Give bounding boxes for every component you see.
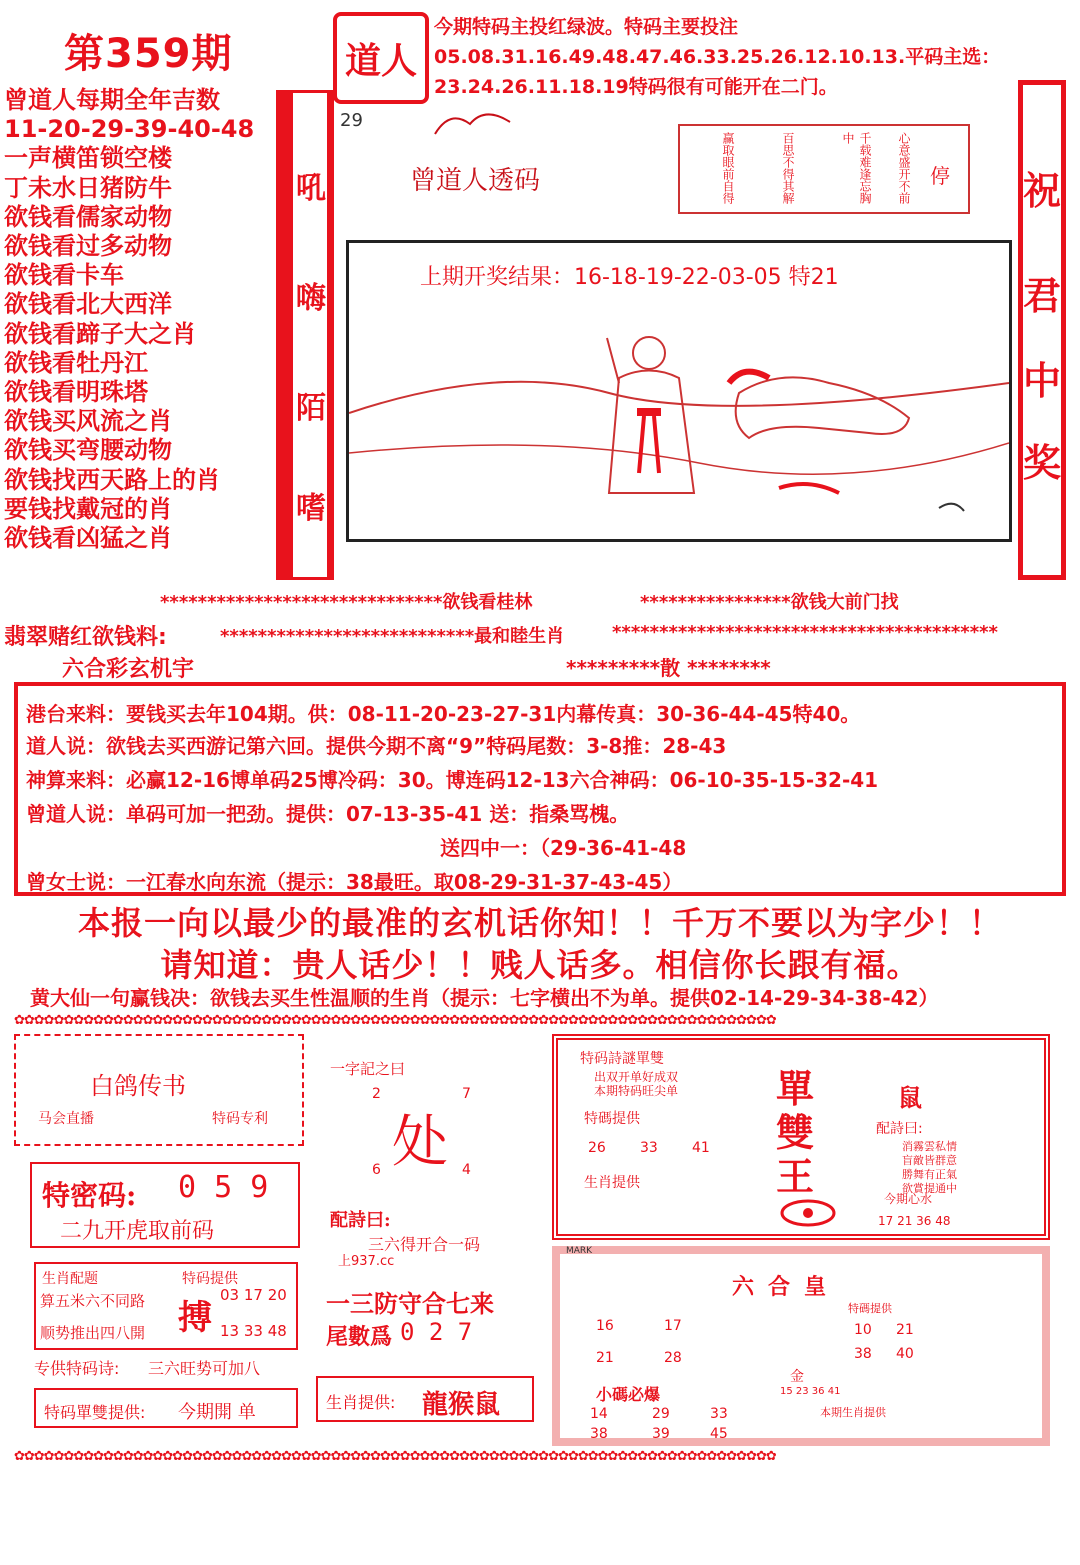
sd-poem-label: 配詩曰: (876, 1121, 923, 1137)
verse-col: 百思不得其解 (781, 132, 795, 204)
poem-label: 专供特码诗: (34, 1359, 120, 1378)
dot-line-2c: ***************************************** (612, 622, 998, 643)
left-pillar-char: 嗨 (296, 281, 326, 316)
tj-nums-2: 13 33 48 (220, 1322, 287, 1340)
hk-line: 港台来料：要钱买去年104期。供：08-11-20-23-27-31内幕传真：30-36-44-45特40。 (26, 702, 861, 726)
lhh-special-label: 特碼提供 (848, 1302, 892, 1315)
verse-box (678, 124, 970, 214)
lhh-special-num: 21 (896, 1322, 914, 1338)
tail-value: 0 2 7 (400, 1318, 473, 1346)
left-riddle-item: 要钱找戴冠的肖 (4, 494, 172, 523)
corner-number: 7 (462, 1086, 471, 1102)
sd-tj-label: 特碼提供 (584, 1111, 640, 1127)
sx-line-2: 顺势推出四八開 (40, 1324, 146, 1342)
mid-sx-panel (316, 1376, 534, 1422)
shensuan-line: 神算来料：必赢12-16博单码25博冷码：30。博连码12-13六合神码：06-10-35-15-32-41 (26, 768, 879, 792)
lhh-title: 六合皇 (732, 1274, 841, 1300)
site-text: 上937.cc (338, 1254, 395, 1269)
left-pillar-body (290, 90, 330, 580)
picture-tag: 29 (340, 110, 363, 131)
star-border-top: ✿✿✿✿✿✿✿✿✿✿✿✿✿✿✿✿✿✿✿✿✿✿✿✿✿✿✿✿✿✿✿✿✿✿✿✿✿✿✿✿✿✿✿✿✿✿✿✿✿✿✿✿✿✿✿✿✿✿✿✿✿✿✿✿✿✿✿✿✿✿✿✿✿✿✿✿✿ (14, 1014, 776, 1028)
left-riddle-item: 欲钱看牡丹江 (4, 348, 148, 377)
left-riddle-list (4, 86, 274, 553)
left-riddle-item: 欲钱看卡车 (4, 261, 124, 290)
slogan-1: 本报一向以最少的最准的玄机话你知！！千万不要以为字少！！ (77, 904, 1002, 942)
lhh-special-num: 40 (896, 1346, 914, 1362)
verse-label: 停 (930, 164, 950, 188)
sd-sx-label: 生肖提供 (584, 1175, 640, 1191)
xiao-num: 38 (590, 1426, 608, 1442)
corner-number: 6 (372, 1162, 381, 1178)
lhh-special-num: 38 (854, 1346, 872, 1362)
lhh-small-num: 16 (596, 1318, 614, 1334)
four-in-one-line: 送四中一：（29-36-41-48 (440, 836, 687, 860)
left-riddle-item: 欲钱看明珠塔 (4, 378, 148, 407)
sx-line-1: 算五米六不同路 (40, 1292, 146, 1310)
mid-sx-label: 生肖提供: (326, 1393, 396, 1412)
left-pillar-char: 陌 (296, 391, 326, 426)
sd-tj-num: 41 (692, 1140, 710, 1156)
zeng-line: 曾道人说：单码可加一把劲。提供：07-13-35-41 送：指桑骂槐。 (26, 802, 630, 826)
ds-text: 今期開 单 (178, 1402, 256, 1423)
sd-tj-num: 26 (588, 1140, 606, 1156)
left-riddle-item: 11-20-29-39-40-48 (4, 115, 255, 144)
sd-xin-label: 今期心水 (884, 1192, 933, 1206)
left-riddle-item: 欲钱买风流之肖 (4, 407, 172, 436)
last-draw-result: 上期开奖结果：16-18-19-22-03-05 特21 (420, 265, 839, 290)
sd-top-line-2: 本期特码旺尖单 (594, 1084, 679, 1098)
pigeon-title: 白鸽传书 (90, 1072, 186, 1100)
seal-text: 道人 (344, 39, 417, 82)
daoren-line: 道人说：欲钱去买西游记第六回。提供今期不离“9”特码尾数：3-8推：28-43 (26, 734, 727, 758)
key-character: 处 (392, 1110, 448, 1175)
big-char-wang: 王 (776, 1154, 815, 1199)
xiao-label: 小碼必爆 (596, 1385, 661, 1404)
left-riddle-item: 欲钱找西天路上的肖 (4, 465, 220, 494)
left-riddle-item: 欲钱看北大西洋 (4, 290, 172, 319)
star-border-bottom: ✿✿✿✿✿✿✿✿✿✿✿✿✿✿✿✿✿✿✿✿✿✿✿✿✿✿✿✿✿✿✿✿✿✿✿✿✿✿✿✿✿✿✿✿✿✿✿✿✿✿✿✿✿✿✿✿✿✿✿✿✿✿✿✿✿✿✿✿✿✿✿✿✿✿✿✿✿ (14, 1450, 776, 1464)
tj-char: 搏 (178, 1298, 212, 1338)
left-riddle-item: 欲钱看儒家动物 (4, 202, 172, 231)
xiao-num: 45 (710, 1426, 728, 1442)
verse-col: 心意盛开不前 (897, 132, 911, 204)
mark-text: MARK (566, 1246, 593, 1256)
poem-text: 三六旺势可加八 (148, 1359, 261, 1378)
xiao-num: 29 (652, 1406, 670, 1422)
lhh-small-num: 17 (664, 1318, 682, 1334)
one-word-header: 一字記之曰 (330, 1060, 406, 1078)
single-double-panel (552, 1034, 1050, 1240)
tmm-label: 特密码: (42, 1179, 137, 1212)
tmm-hint: 二九开虎取前码 (60, 1219, 215, 1244)
dot-line-2a: 翡翠赌红欲钱料: (4, 625, 167, 650)
lhh-special-num: 10 (854, 1322, 872, 1338)
left-riddle-item: 欲钱看过多动物 (4, 232, 172, 261)
tj-title: 特码提供 (182, 1271, 238, 1287)
xiao-num: 33 (710, 1406, 728, 1422)
cloud-decoration (430, 104, 520, 144)
sx-tj-panel (34, 1262, 298, 1350)
sx-title: 生肖配题 (42, 1271, 98, 1287)
ds-panel (34, 1388, 298, 1428)
lhh-small-num: 28 (664, 1350, 682, 1366)
tj-nums-1: 03 17 20 (220, 1286, 287, 1304)
lhh-jin: 金 (790, 1369, 804, 1385)
sd-poem-line: 欲賞提通中 (902, 1182, 957, 1195)
issue-number: 第359期 (64, 31, 233, 77)
sd-poem-line: 盲敵皆群意 (902, 1154, 957, 1167)
corner-number: 2 (372, 1086, 381, 1102)
corner-number: 4 (462, 1162, 471, 1178)
pigeon-side: 马会直播 (38, 1111, 94, 1127)
foot-nums: 15 23 36 41 (780, 1386, 841, 1397)
left-riddle-item: 欲钱看蹄子大之肖 (4, 319, 196, 348)
sd-top-line-1: 出双开单好成双 (594, 1070, 679, 1084)
madam-zeng-line: 曾女士说：一江春水向东流（提示：38最旺。取08-29-31-37-43-45） (26, 870, 683, 894)
pigeon-panel (14, 1034, 304, 1146)
daoren-seal-logo (333, 12, 429, 104)
right-pillar-char: 中 (1022, 358, 1061, 403)
right-pillar-char: 祝 (1022, 168, 1061, 213)
mid-sx-value: 龍猴鼠 (422, 1390, 501, 1420)
tmm-panel (30, 1162, 300, 1248)
left-pillar-char: 吼 (296, 171, 326, 206)
dot-line-3a: 六合彩玄机宇 (62, 657, 195, 682)
tmm-value: 0 5 9 (178, 1170, 269, 1205)
foot-label: 本期生肖提供 (820, 1406, 886, 1419)
left-riddle-item: 一声横笛锁空楼 (4, 144, 172, 173)
pigeon-note: 特码专利 (212, 1111, 268, 1127)
left-pillar-char: 嗜 (296, 491, 326, 526)
right-pillar-char: 君 (1022, 273, 1061, 318)
left-riddle-item: 欲钱看凶猛之肖 (4, 524, 172, 553)
mid-hint: 一三防守合七来 (326, 1290, 494, 1318)
verse-col: 赢取眼前自得 (721, 132, 735, 204)
huang-daxian-line: 黄大仙一句赢钱决：欲钱去买生性温顺的生肖（提示：七字横出不为单。提供02-14-29-34-38-42） (30, 986, 939, 1010)
left-riddle-item: 欲钱买弯腰动物 (4, 436, 172, 465)
right-pillar-char: 奖 (1022, 440, 1061, 485)
left-riddle-item: 曾道人每期全年吉数 (4, 86, 220, 114)
dot-line-1b: ****************欲钱大前门找 (640, 592, 899, 613)
sd-top-title: 特码詩謎單雙 (580, 1051, 664, 1067)
xiao-num: 39 (652, 1426, 670, 1442)
dot-line-1a: ******************************欲钱看桂林 (160, 592, 533, 613)
ds-label: 特码單雙提供: (44, 1403, 146, 1422)
lhh-panel (552, 1246, 1050, 1446)
dot-line-3b: *********散 ******** (566, 656, 771, 680)
picture-title: 曾道人透码 (410, 166, 541, 196)
big-char-shuang: 雙 (776, 1110, 815, 1155)
left-pillar (276, 90, 334, 580)
sd-poem-line: 勝舞有正氣 (902, 1168, 957, 1181)
big-char-dan: 單 (776, 1066, 815, 1111)
mid-poem-text: 三六得开合一码 (368, 1235, 481, 1254)
verse-col: 千载难逢忘胸中 (841, 132, 872, 204)
xiao-num: 14 (590, 1406, 608, 1422)
top-announcement: 今期特码主投红绿波。特码主要投注05.08.31.16.49.48.47.46.33.25.26.12.10.13.平码主选：23.24.26.11.18.19特码很有可能开在二门。 (434, 16, 1001, 98)
dot-line-2b: ***************************最和睦生肖 (220, 626, 565, 647)
flower-icon (778, 1198, 838, 1228)
slogan-2: 请知道：贵人话少！！贱人话多。相信你长跟有福。 (160, 946, 920, 984)
sd-tj-num: 33 (640, 1140, 658, 1156)
sd-poem-line: 消霧雲私情 (902, 1140, 957, 1153)
sd-zodiac-char: 鼠 (898, 1084, 922, 1112)
mid-poem-label: 配詩曰: (330, 1210, 391, 1231)
left-riddle-item: 丁未水日猪防牛 (4, 173, 172, 202)
lhh-small-num: 21 (596, 1350, 614, 1366)
right-pillar (1012, 80, 1072, 580)
tail-label: 尾數爲 (326, 1324, 393, 1350)
sd-xin-nums: 17 21 36 48 (878, 1214, 951, 1228)
